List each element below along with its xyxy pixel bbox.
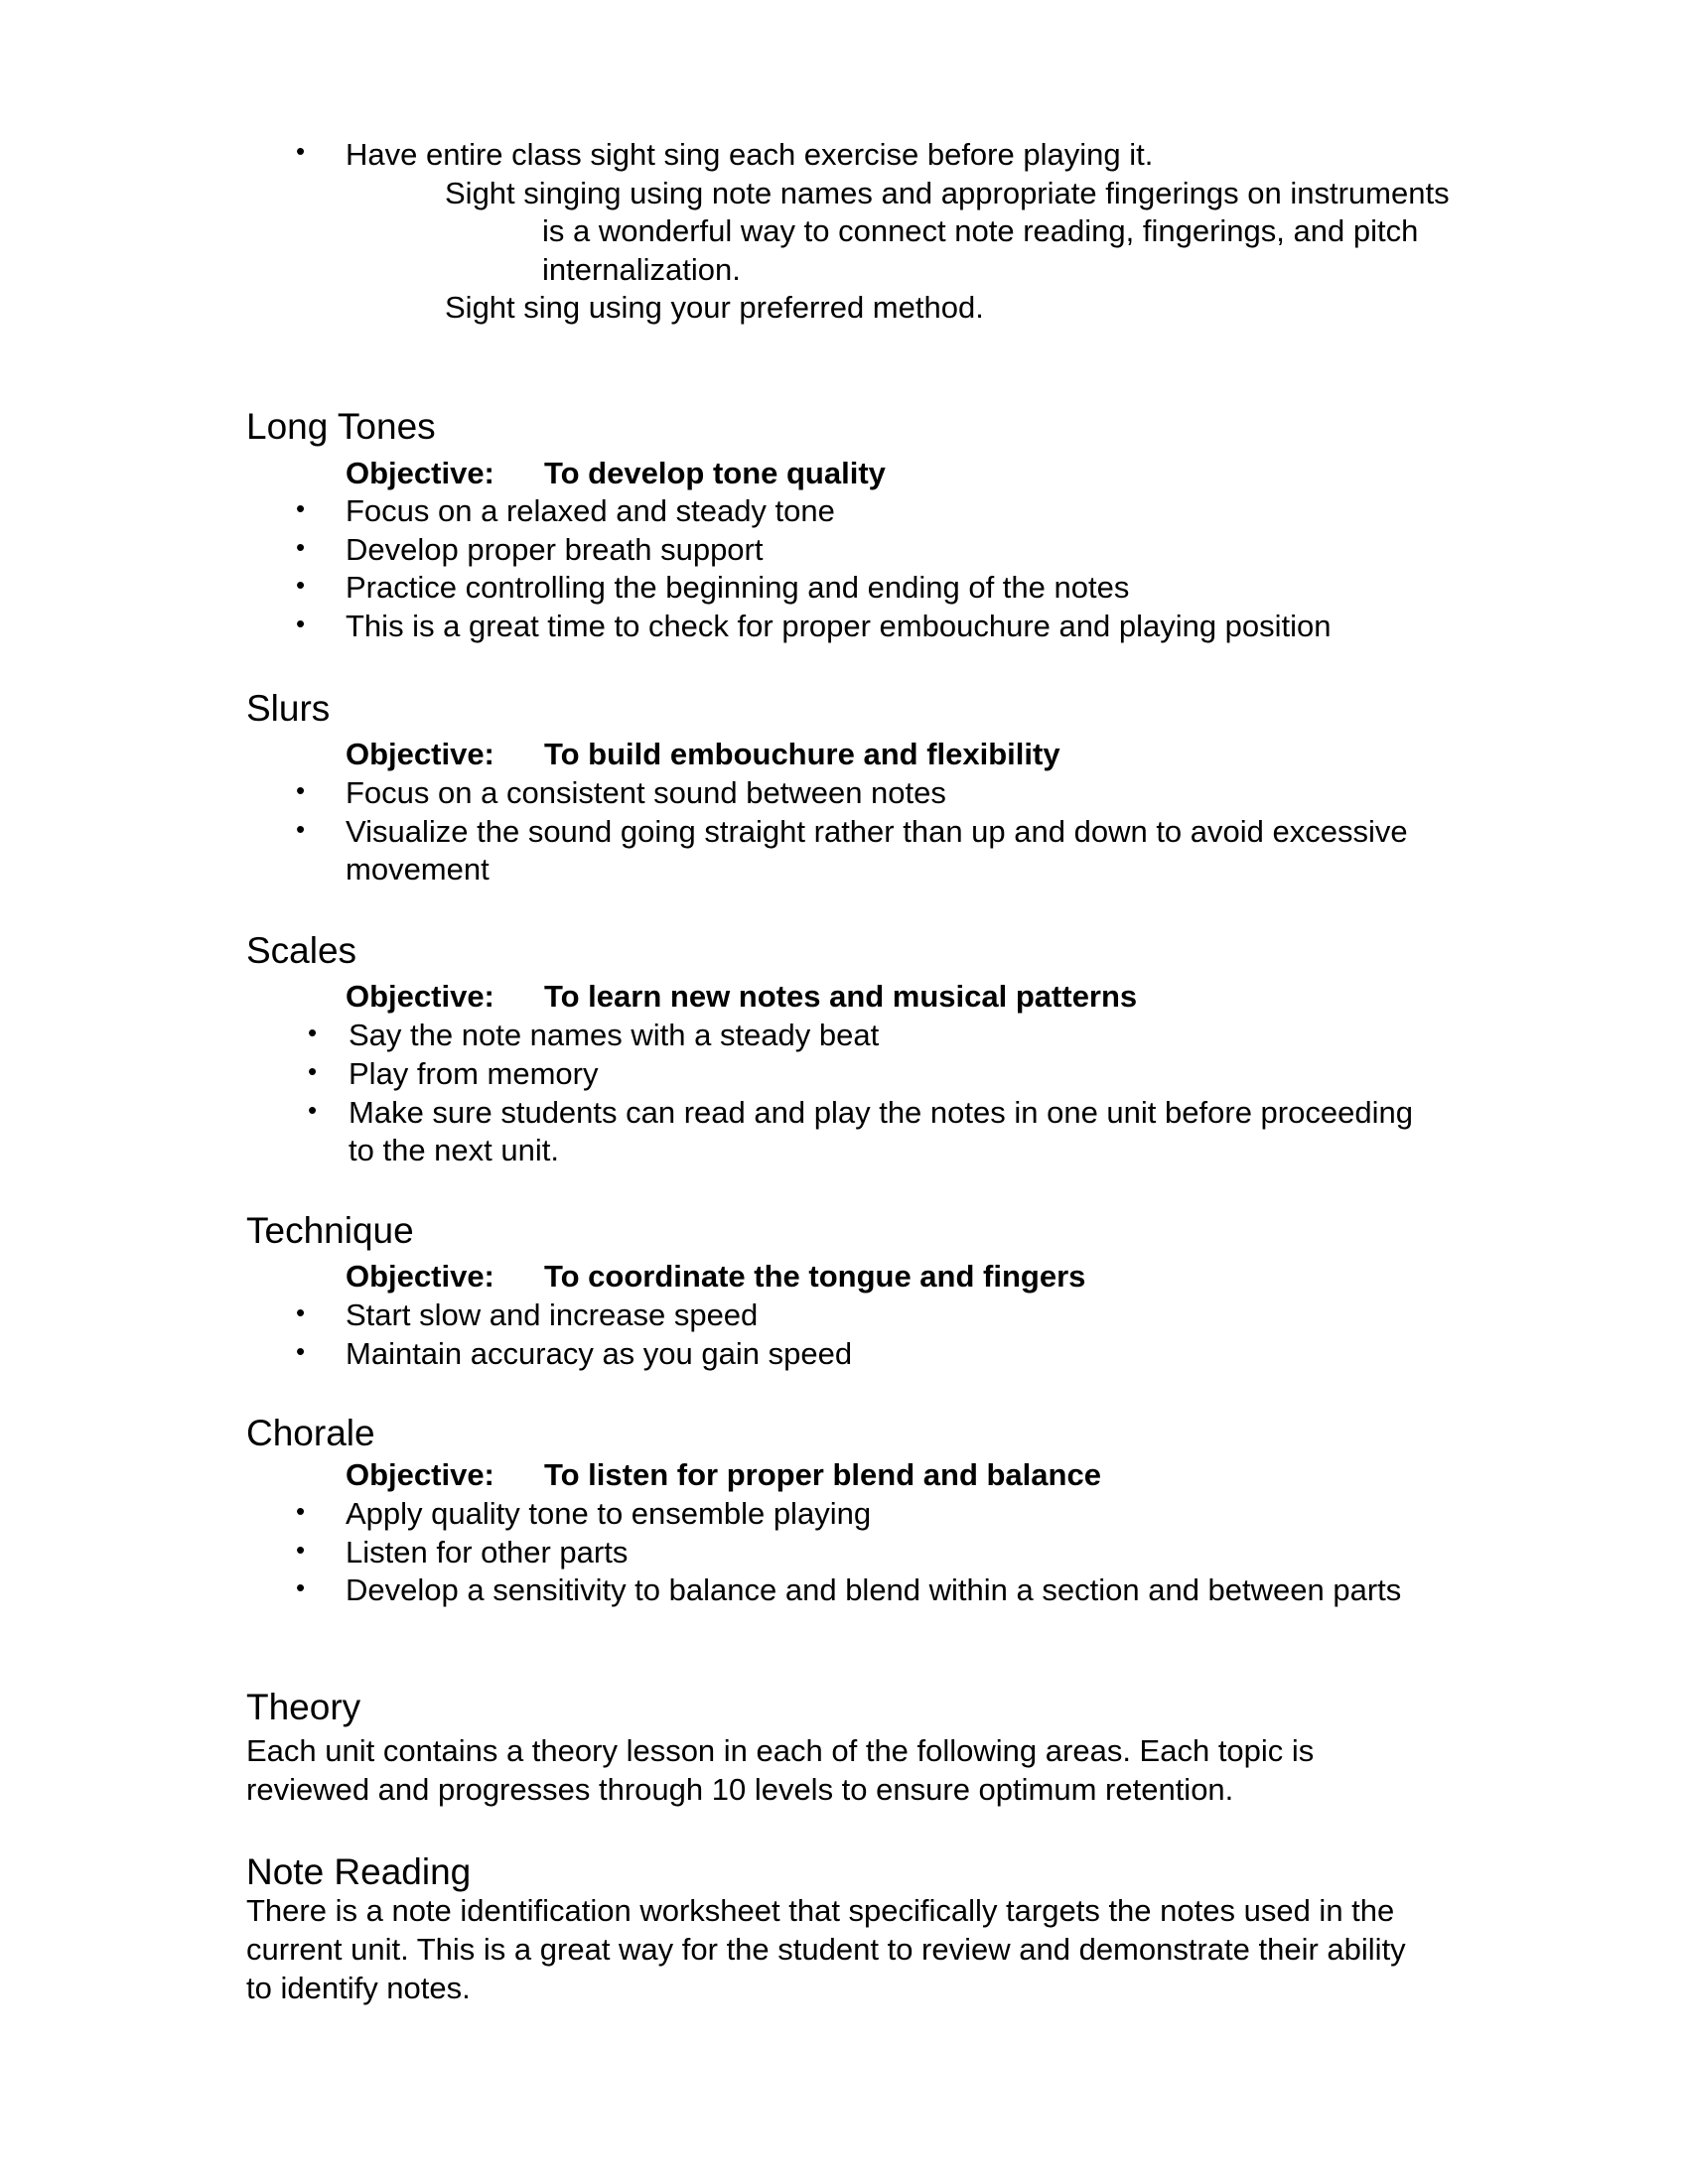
- objective-label: Objective:: [346, 1457, 494, 1492]
- list-item: Develop a sensitivity to balance and blend within a section and between parts: [346, 1572, 1402, 1607]
- section-heading-long-tones: Long Tones: [246, 406, 436, 447]
- bullet-marker: •: [308, 1018, 318, 1047]
- list-item: Play from memory: [349, 1056, 599, 1091]
- objective-chorale: [346, 1456, 1101, 1494]
- bullet-marker: •: [296, 1535, 306, 1565]
- objective-label: Objective:: [346, 979, 494, 1014]
- bullet-marker: •: [296, 570, 306, 600]
- list-item: Make sure students can read and play the notes in one unit before proceeding: [349, 1095, 1413, 1130]
- bullet-marker: •: [296, 1572, 306, 1602]
- section-heading-note-reading: Note Reading: [246, 1851, 472, 1892]
- list-item: Focus on a relaxed and steady tone: [346, 493, 835, 528]
- paragraph-line: reviewed and progresses through 10 levels to ensure optimum retention.: [246, 1772, 1234, 1807]
- list-item: Focus on a consistent sound between notes: [346, 775, 946, 810]
- objective-text: To learn new notes and musical patterns: [544, 979, 1138, 1014]
- objective-label: Objective:: [346, 1259, 494, 1294]
- section-heading-theory: Theory: [246, 1687, 361, 1727]
- bullet-marker: •: [296, 1297, 306, 1327]
- section-heading-scales: Scales: [246, 930, 357, 971]
- objective-long-tones: [346, 455, 886, 492]
- objective-label: Objective:: [346, 737, 494, 771]
- list-item: Visualize the sound going straight rather than up and down to avoid excessive: [346, 814, 1408, 849]
- objective-label: Objective:: [346, 456, 494, 490]
- list-item: This is a great time to check for proper embouchure and playing position: [346, 609, 1332, 643]
- paragraph-line: current unit. This is a great way for the student to review and demonstrate their ability: [246, 1932, 1406, 1967]
- list-item: Maintain accuracy as you gain speed: [346, 1336, 853, 1371]
- objective-text: To coordinate the tongue and fingers: [544, 1259, 1086, 1294]
- bullet-marker: •: [296, 609, 306, 638]
- paragraph-line: Each unit contains a theory lesson in each of the following areas. Each topic is: [246, 1733, 1315, 1768]
- bullet-marker: •: [296, 136, 306, 166]
- intro-sub-line-1: Sight singing using note names and appropriate fingerings on instruments: [445, 176, 1450, 210]
- list-item-continuation: to the next unit.: [349, 1133, 559, 1167]
- objective-scales: [346, 978, 1137, 1016]
- bullet-marker: •: [296, 775, 306, 805]
- bullet-marker: •: [296, 1336, 306, 1366]
- list-item: Say the note names with a steady beat: [349, 1018, 880, 1052]
- bullet-marker: •: [308, 1095, 318, 1125]
- objective-technique: [346, 1258, 1085, 1296]
- paragraph-line: There is a note identification worksheet that specifically targets the notes used in the: [246, 1893, 1395, 1928]
- bullet-marker: •: [296, 532, 306, 562]
- section-heading-chorale: Chorale: [246, 1413, 375, 1453]
- objective-slurs: [346, 736, 1060, 773]
- intro-bullet-text: Have entire class sight sing each exercise before playing it.: [346, 137, 1154, 172]
- intro-sub-line-2: is a wonderful way to connect note reading, fingerings, and pitch: [542, 213, 1419, 248]
- bullet-marker: •: [296, 493, 306, 523]
- list-item: Develop proper breath support: [346, 532, 764, 567]
- objective-text: To listen for proper blend and balance: [544, 1457, 1101, 1492]
- section-heading-slurs: Slurs: [246, 688, 331, 729]
- bullet-marker: •: [296, 814, 306, 844]
- section-heading-technique: Technique: [246, 1210, 414, 1251]
- objective-text: To build embouchure and flexibility: [544, 737, 1060, 771]
- objective-text: To develop tone quality: [544, 456, 886, 490]
- list-item: Start slow and increase speed: [346, 1297, 759, 1332]
- list-item: Listen for other parts: [346, 1535, 629, 1570]
- list-item-continuation: movement: [346, 852, 490, 887]
- paragraph-line: to identify notes.: [246, 1971, 471, 2005]
- list-item: Practice controlling the beginning and ending of the notes: [346, 570, 1130, 605]
- intro-sub-line-4: Sight sing using your preferred method.: [445, 290, 984, 325]
- intro-sub-line-3: internalization.: [542, 252, 741, 287]
- bullet-marker: •: [308, 1056, 318, 1086]
- bullet-marker: •: [296, 1496, 306, 1526]
- list-item: Apply quality tone to ensemble playing: [346, 1496, 872, 1531]
